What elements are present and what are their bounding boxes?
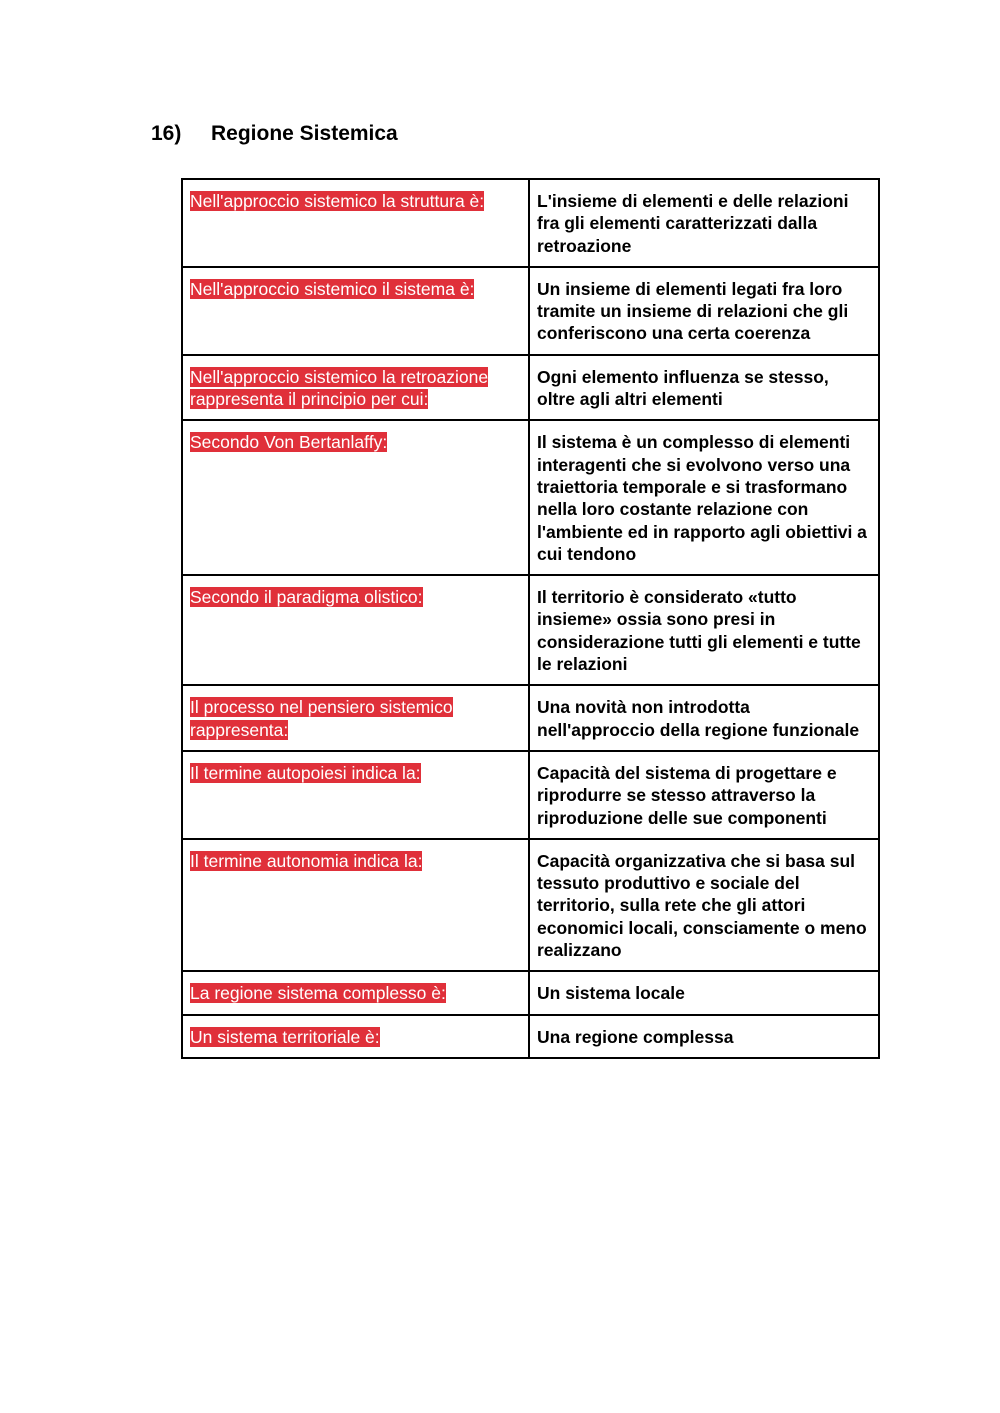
answer-text: Il sistema è un complesso di elementi interagenti che si evolvono verso una traiettoria temporale e si trasformano nella loro costante relazione con l'ambiente ed in rapporto agli obiettivi a cui tendono bbox=[537, 432, 867, 564]
question-text: Nell'approccio sistemico la struttura è: bbox=[190, 191, 485, 211]
answer-text: Un sistema locale bbox=[537, 983, 685, 1004]
answer-text: Un insieme di elementi legati fra loro tramite un insieme di relazioni che gli conferiscono una certa coerenza bbox=[537, 278, 849, 344]
question-text: Un sistema territoriale è: bbox=[190, 1026, 380, 1047]
question-text: Il termine autonomia indica la: bbox=[190, 850, 423, 871]
table-row bbox=[182, 971, 879, 1014]
table-row bbox=[182, 355, 879, 421]
table-row bbox=[182, 839, 879, 971]
qa-table bbox=[181, 178, 880, 1059]
question-cell bbox=[182, 179, 529, 267]
question-text: Il termine autopoiesi indica la: bbox=[190, 762, 421, 783]
question-cell bbox=[182, 839, 529, 971]
question-cell bbox=[182, 267, 529, 355]
question-cell bbox=[182, 420, 529, 575]
table-row bbox=[182, 179, 879, 267]
answer-cell bbox=[529, 971, 879, 1014]
table-row bbox=[182, 751, 879, 839]
table-row bbox=[182, 575, 879, 685]
question-cell bbox=[182, 751, 529, 839]
table-row bbox=[182, 1015, 879, 1058]
question-cell bbox=[182, 971, 529, 1014]
section-number: 16) bbox=[151, 122, 182, 145]
section-heading bbox=[151, 120, 398, 148]
answer-cell bbox=[529, 839, 879, 971]
answer-cell bbox=[529, 575, 879, 685]
answer-cell bbox=[529, 685, 879, 751]
question-text: Secondo il paradigma olistico: bbox=[190, 587, 423, 608]
question-cell bbox=[182, 355, 529, 421]
question-cell bbox=[182, 1015, 529, 1058]
answer-cell bbox=[529, 267, 879, 355]
section-title: Regione Sistemica bbox=[211, 122, 398, 145]
answer-text: Capacità organizzativa che si basa sul tessuto produttivo e sociale del territorio, sulla rete che gli attori economici locali, consciamente o meno realizzano bbox=[537, 850, 867, 961]
question-text: La regione sistema complesso è: bbox=[190, 983, 446, 1004]
question-text: Secondo Von Bertanlaffy: bbox=[190, 432, 388, 453]
answer-text: Una regione complessa bbox=[537, 1026, 734, 1047]
question-text: Il processo nel pensiero sistemico rappresenta: bbox=[190, 697, 453, 740]
question-text: Nell'approccio sistemico la retroazione rappresenta il principio per cui: bbox=[190, 366, 489, 410]
answer-cell bbox=[529, 355, 879, 421]
answer-text: Capacità del sistema di progettare e riprodurre se stesso attraverso la riproduzione delle sue componenti bbox=[537, 762, 837, 828]
question-cell bbox=[182, 575, 529, 685]
table-row bbox=[182, 267, 879, 355]
question-cell bbox=[182, 685, 529, 751]
answer-text: L'insieme di elementi e delle relazioni fra gli elementi caratterizzati dalla retroazione bbox=[537, 191, 849, 256]
answer-cell bbox=[529, 179, 879, 267]
answer-cell bbox=[529, 751, 879, 839]
answer-cell bbox=[529, 420, 879, 575]
answer-text: Il territorio è considerato «tutto insieme» ossia sono presi in considerazione tutti gli elementi e tutte le relazioni bbox=[537, 587, 861, 675]
question-text: Nell'approccio sistemico il sistema è: bbox=[190, 278, 475, 299]
answer-text: Ogni elemento influenza se stesso, oltre agli altri elementi bbox=[537, 366, 829, 410]
answer-cell bbox=[529, 1015, 879, 1058]
table-row bbox=[182, 685, 879, 751]
table-row bbox=[182, 420, 879, 575]
answer-text: Una novità non introdotta nell'approccio della regione funzionale bbox=[537, 697, 860, 740]
